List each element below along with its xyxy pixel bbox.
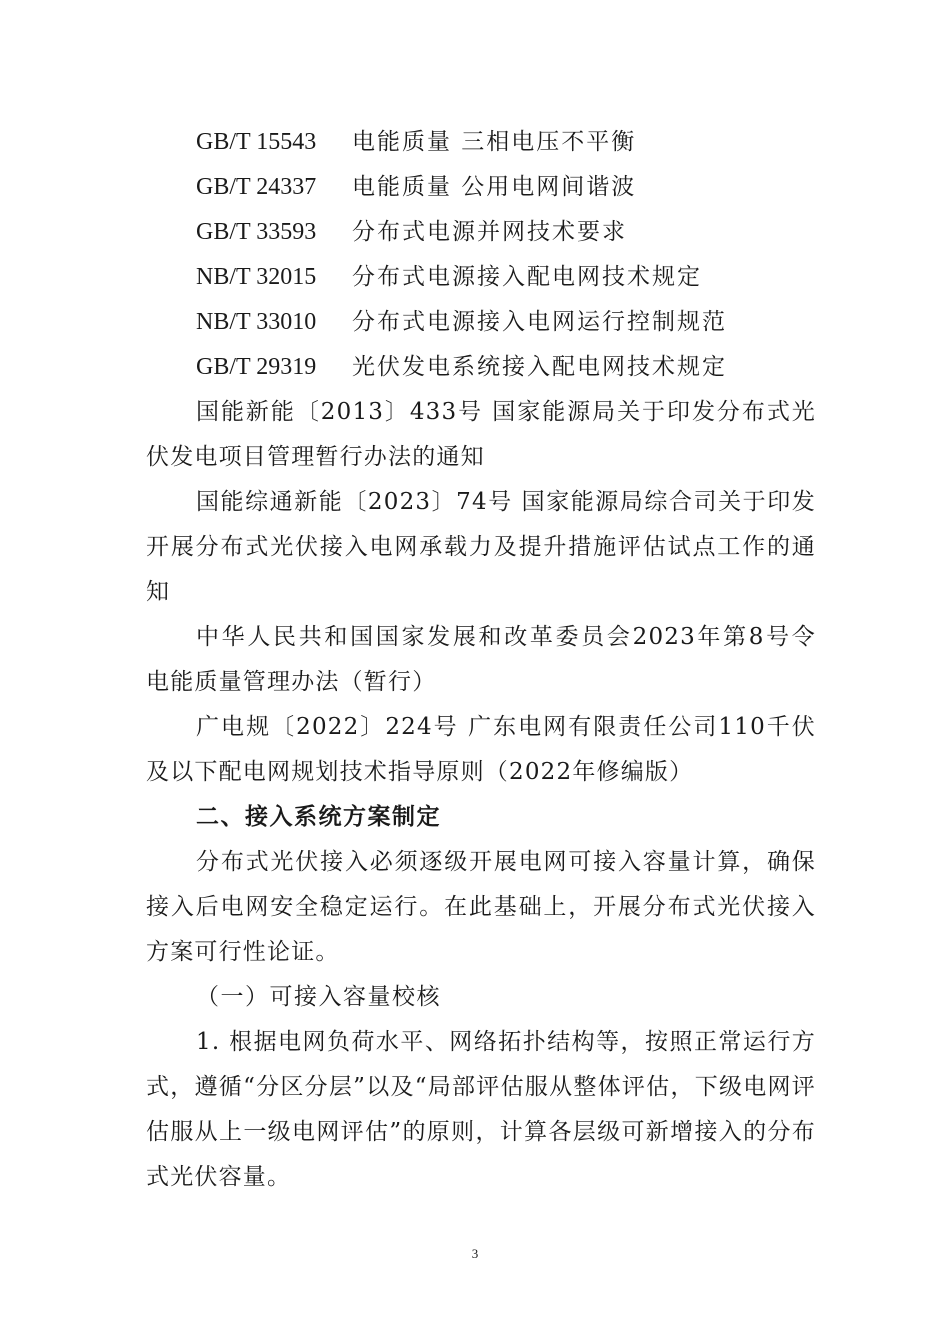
standard-title: 分布式电源并网技术要求 [352,219,627,245]
reference-document: 国能新能〔2013〕433号 国家能源局关于印发分布式光伏发电项目管理暂行办法的通知 [146,399,816,470]
standard-code: GB/T 15543 [196,129,317,155]
section-intro: 分布式光伏接入必须逐级开展电网可接入容量计算，确保接入后电网安全稳定运行。在此基础上，开展分布式光伏接入方案可行性论证。 [146,849,816,965]
document-body [146,120,816,1200]
standard-row [146,255,816,300]
reference-document: 国能综通新能〔2023〕74号 国家能源局综合司关于印发开展分布式光伏接入电网承载力及提升措施评估试点工作的通知 [146,489,816,605]
standard-row [146,345,816,390]
standard-row [146,210,816,255]
standard-row [146,300,816,345]
standard-title: 分布式电源接入电网运行控制规范 [352,309,727,335]
standard-code: NB/T 33010 [196,309,317,335]
subsection-heading: （一）可接入容量校核 [196,984,441,1010]
standard-code: GB/T 24337 [196,174,317,200]
standard-code: GB/T 29319 [196,354,317,380]
standard-title: 光伏发电系统接入配电网技术规定 [352,354,727,380]
standard-row [146,120,816,165]
reference-document: 广电规〔2022〕224号 广东电网有限责任公司110千伏及以下配电网规划技术指导原则（2022年修编版） [146,714,816,785]
standard-row [146,165,816,210]
standard-code: GB/T 33593 [196,219,317,245]
page-number: 3 [471,1246,479,1261]
reference-document: 中华人民共和国国家发展和改革委员会2023年第8号令 电能质量管理办法（暂行） [146,624,816,695]
standard-title: 电能质量 三相电压不平衡 [352,129,637,155]
standard-title: 分布式电源接入配电网技术规定 [352,264,702,290]
standard-code: NB/T 32015 [196,264,317,290]
section-heading: 二、接入系统方案制定 [196,804,441,830]
list-item: 1. 根据电网负荷水平、网络拓扑结构等，按照正常运行方式，遵循“分区分层”以及“局部评估服从整体评估，下级电网评估服从上一级电网评估”的原则，计算各层级可新增接入的分布式光伏容量。 [146,1029,816,1190]
standard-title: 电能质量 公用电网间谐波 [352,174,637,200]
